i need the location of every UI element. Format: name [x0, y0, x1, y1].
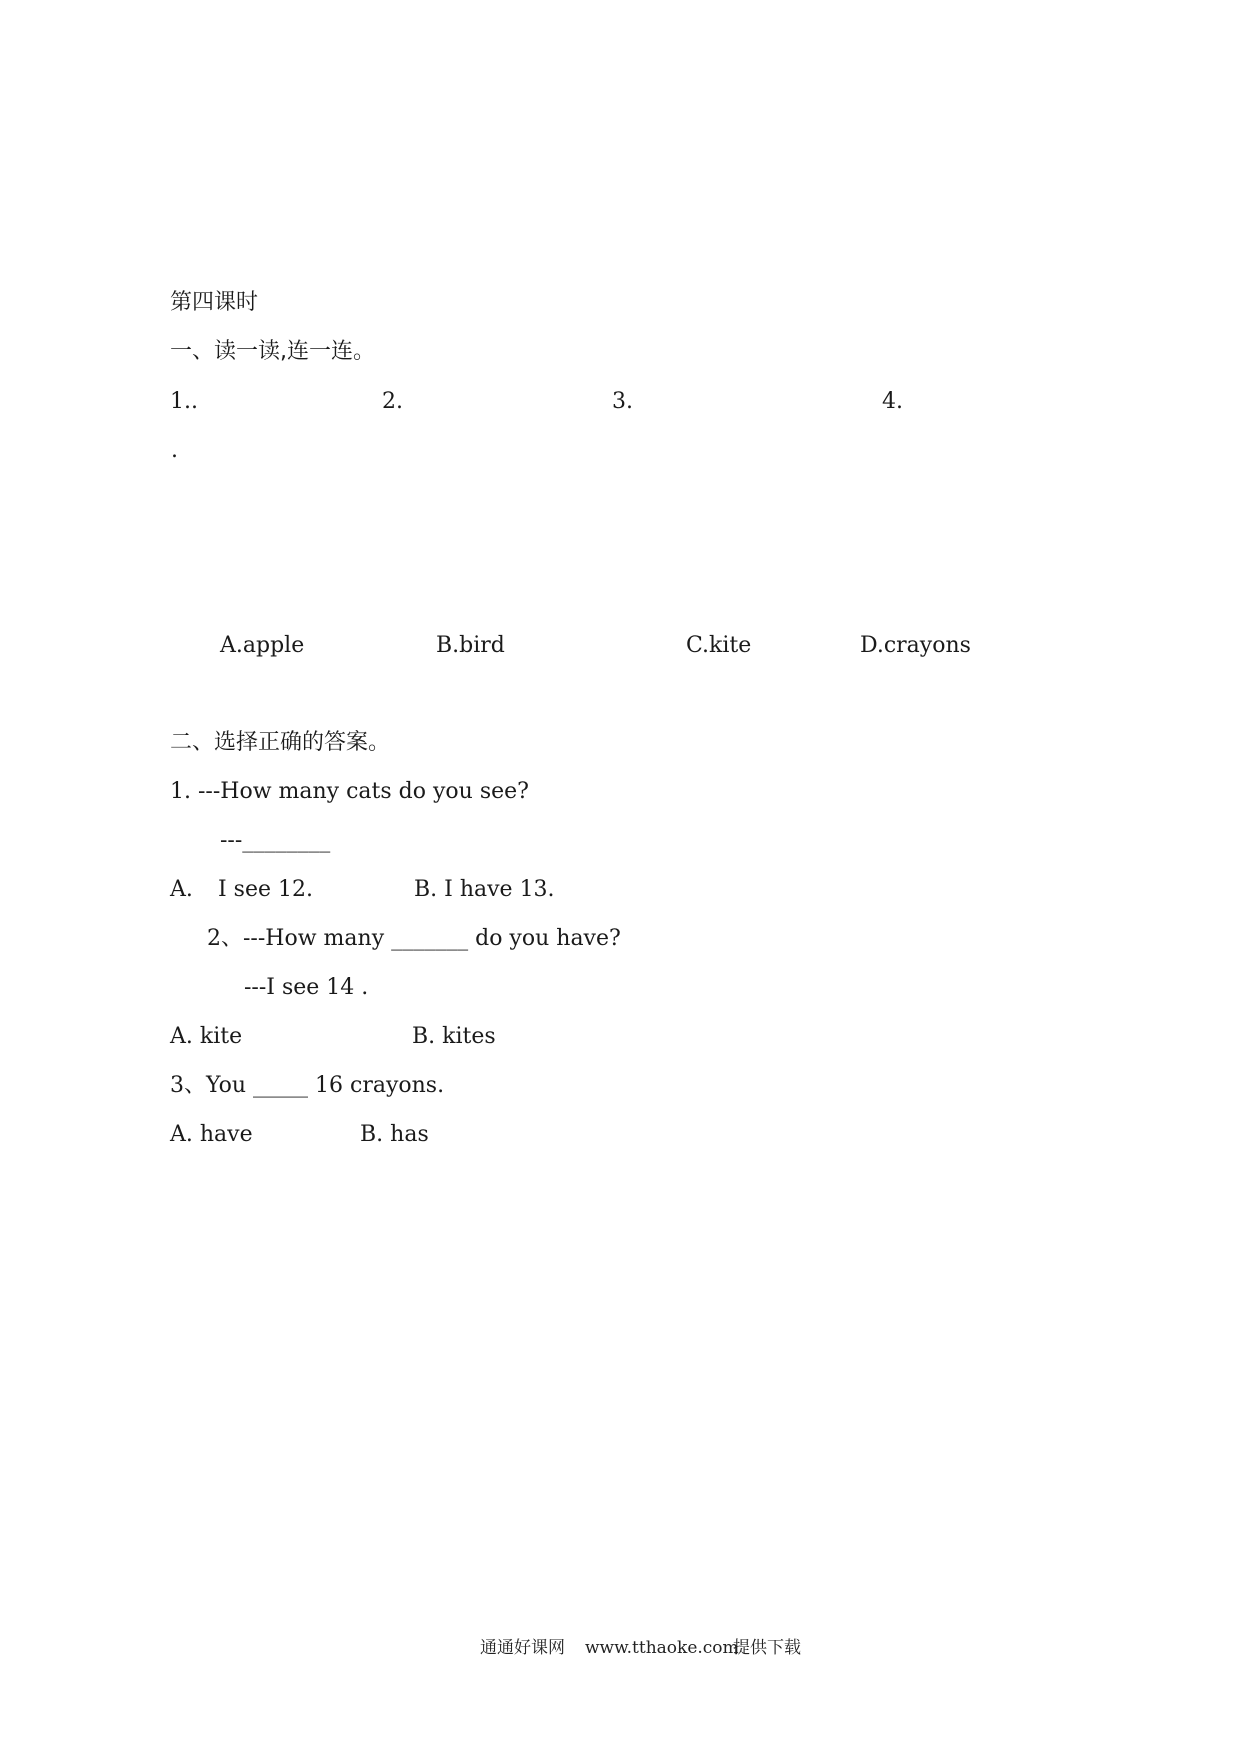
match-number-1: 1.. — [170, 389, 198, 414]
question-3-option-a: A. have — [170, 1122, 253, 1147]
question-1-option-a: I see 12. — [218, 877, 313, 902]
section2-heading: 二、选择正确的答案。 — [170, 730, 391, 755]
question-2-option-a: A. kite — [170, 1024, 243, 1049]
match-number-4: 4. — [882, 389, 903, 414]
question-3-option-b: B. has — [360, 1122, 429, 1147]
footer-suffix: 提供下载 — [733, 1638, 801, 1658]
match-option-a: A.apple — [220, 633, 305, 658]
match-number-2: 2. — [382, 389, 403, 414]
question-2-option-b: B. kites — [412, 1024, 496, 1049]
footer-site-name: 通通好课网 — [480, 1638, 565, 1658]
match-option-b: B.bird — [436, 633, 505, 658]
match-option-d: D.crayons — [860, 633, 971, 658]
footer-url[interactable]: www.tthaoke.com — [585, 1638, 739, 1658]
match-number-3: 3. — [612, 389, 633, 414]
question-2: 2、---How many _______ do you have? — [207, 926, 621, 951]
question-1-option-b: B. I have 13. — [414, 877, 555, 902]
lesson-title: 第四课时 — [170, 290, 259, 315]
stray-dot: . — [171, 438, 178, 463]
question-2-answer-line: ---I see 14 . — [244, 975, 369, 1000]
question-1: 1. ---How many cats do you see? — [170, 779, 529, 804]
question-3: 3、You _____ 16 crayons. — [170, 1073, 445, 1098]
section1-heading: 一、读一读,连一连。 — [170, 339, 375, 364]
question-1-option-a-letter: A. — [170, 877, 193, 902]
match-option-c: C.kite — [686, 633, 752, 658]
question-1-answer-line: ---________ — [220, 828, 331, 853]
